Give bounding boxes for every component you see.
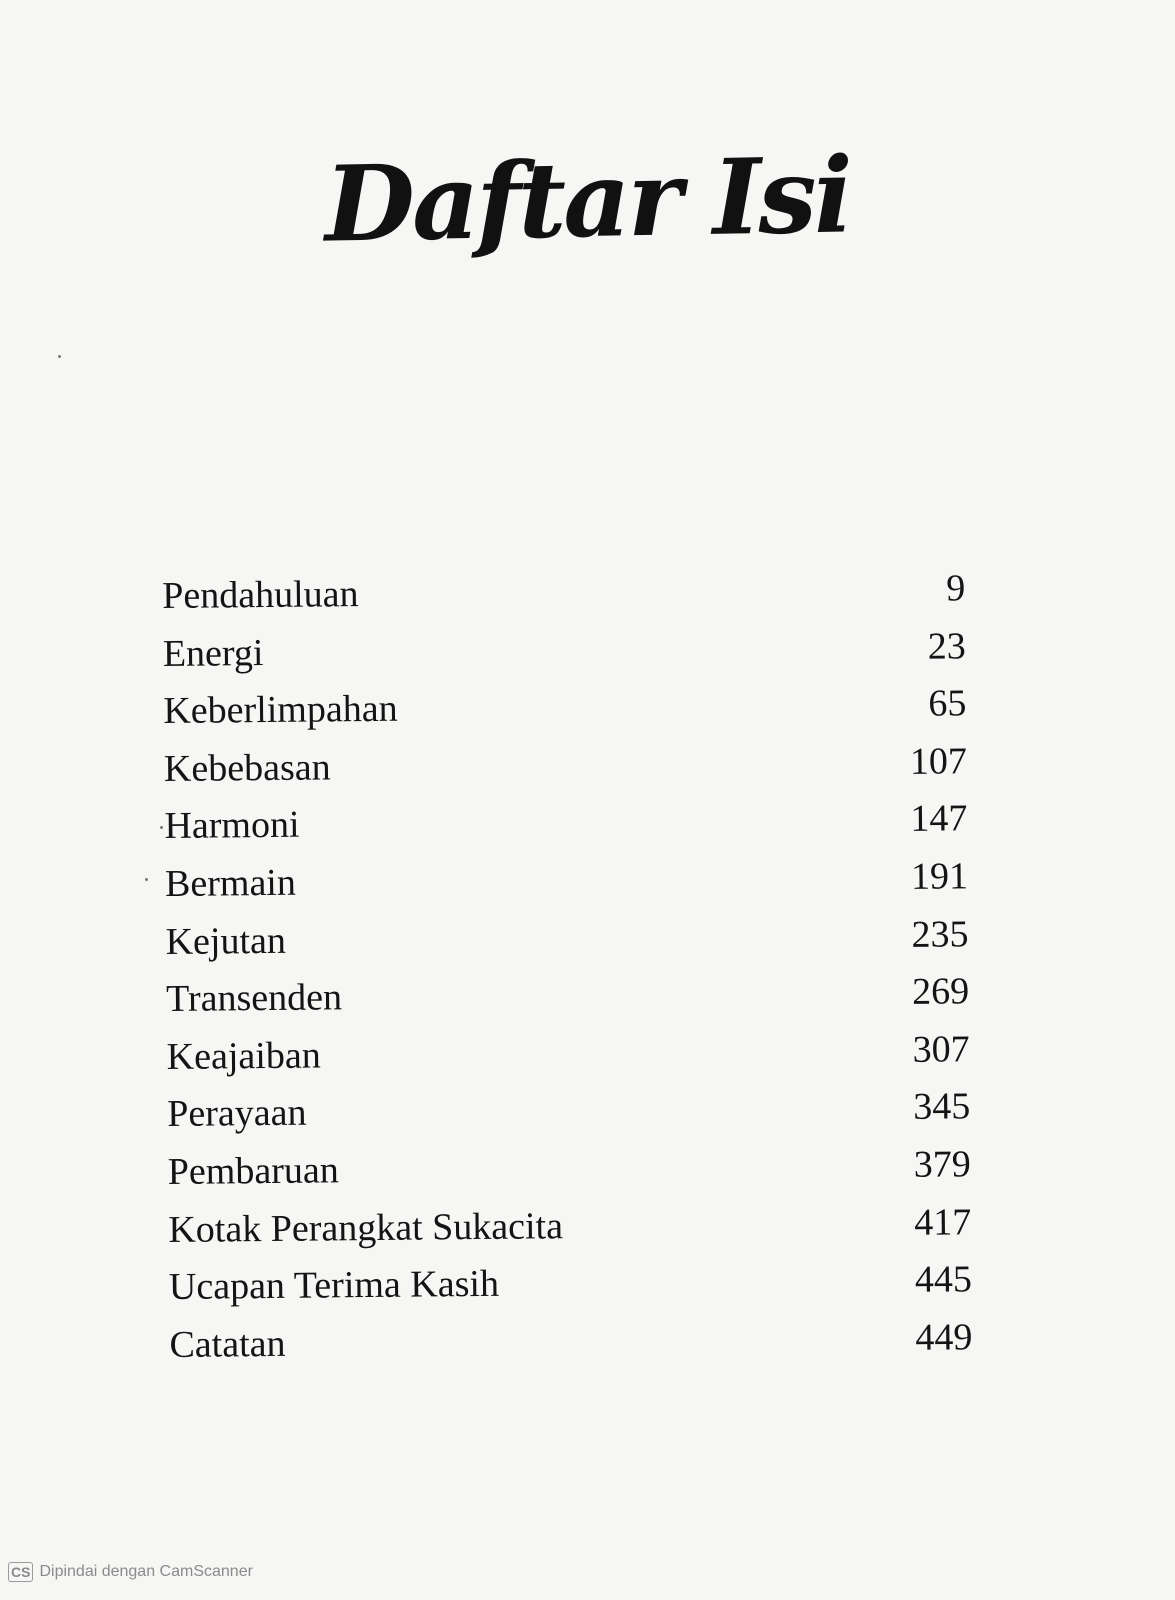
toc-entry-page-number: 235 bbox=[911, 912, 969, 956]
toc-entry-page-number: 345 bbox=[913, 1085, 971, 1129]
toc-entry-page-number: 307 bbox=[912, 1028, 970, 1071]
toc-entry bbox=[165, 906, 969, 971]
toc-entry-page-number: 65 bbox=[928, 682, 967, 725]
camscanner-logo-icon: CS bbox=[8, 1562, 33, 1582]
toc-entry-page-number: 107 bbox=[909, 740, 968, 783]
toc-entry-title: Keajaiban bbox=[166, 1034, 321, 1078]
scanner-watermark bbox=[8, 1562, 253, 1582]
toc-entry bbox=[168, 1136, 972, 1201]
toc-entry-page-number: 9 bbox=[946, 567, 966, 610]
page-title: Daftar Isi bbox=[323, 133, 852, 266]
toc-entry-page-number: 449 bbox=[915, 1315, 973, 1359]
table-of-contents bbox=[162, 560, 973, 1374]
toc-entry-title: Ucapan Terima Kasih bbox=[168, 1262, 500, 1309]
toc-entry-title: Catatan bbox=[169, 1322, 286, 1366]
toc-entry bbox=[163, 675, 967, 740]
toc-entry bbox=[165, 848, 969, 913]
toc-entry bbox=[164, 791, 968, 856]
toc-entry bbox=[169, 1309, 973, 1374]
toc-entry-title: Kebebasan bbox=[163, 746, 331, 790]
toc-entry-page-number: 417 bbox=[914, 1200, 972, 1244]
scan-speck bbox=[145, 878, 148, 881]
toc-entry-title: Harmoni bbox=[164, 804, 300, 848]
toc-entry-title: Perayaan bbox=[167, 1091, 307, 1136]
toc-entry bbox=[163, 618, 967, 683]
toc-entry bbox=[167, 1079, 971, 1144]
watermark-text: Dipindai dengan CamScanner bbox=[39, 1563, 253, 1580]
toc-entry-page-number: 147 bbox=[910, 797, 968, 841]
toc-entry-title: Bermain bbox=[164, 861, 297, 905]
toc-entry-page-number: 379 bbox=[913, 1143, 971, 1186]
toc-entry-page-number: 191 bbox=[910, 855, 969, 898]
toc-entry-title: Kejutan bbox=[165, 919, 287, 963]
toc-entry bbox=[169, 1251, 973, 1316]
toc-entry-title: Pembaruan bbox=[167, 1149, 339, 1193]
toc-entry-title: Keberlimpahan bbox=[163, 687, 398, 733]
toc-entry bbox=[166, 1021, 970, 1086]
toc-entry bbox=[166, 963, 970, 1028]
toc-entry bbox=[168, 1194, 972, 1259]
toc-entry-title: Transenden bbox=[165, 976, 343, 1021]
toc-entry-title: Energi bbox=[162, 631, 264, 675]
toc-entry bbox=[164, 733, 968, 798]
toc-entry-page-number: 445 bbox=[914, 1258, 973, 1301]
toc-entry-page-number: 23 bbox=[927, 624, 966, 668]
toc-entry bbox=[162, 560, 966, 625]
toc-entry-title: Pendahuluan bbox=[162, 573, 359, 617]
scan-speck bbox=[58, 355, 61, 358]
toc-entry-page-number: 269 bbox=[911, 970, 970, 1013]
toc-entry-title: Kotak Perangkat Sukacita bbox=[168, 1204, 564, 1251]
scan-speck bbox=[160, 826, 163, 829]
